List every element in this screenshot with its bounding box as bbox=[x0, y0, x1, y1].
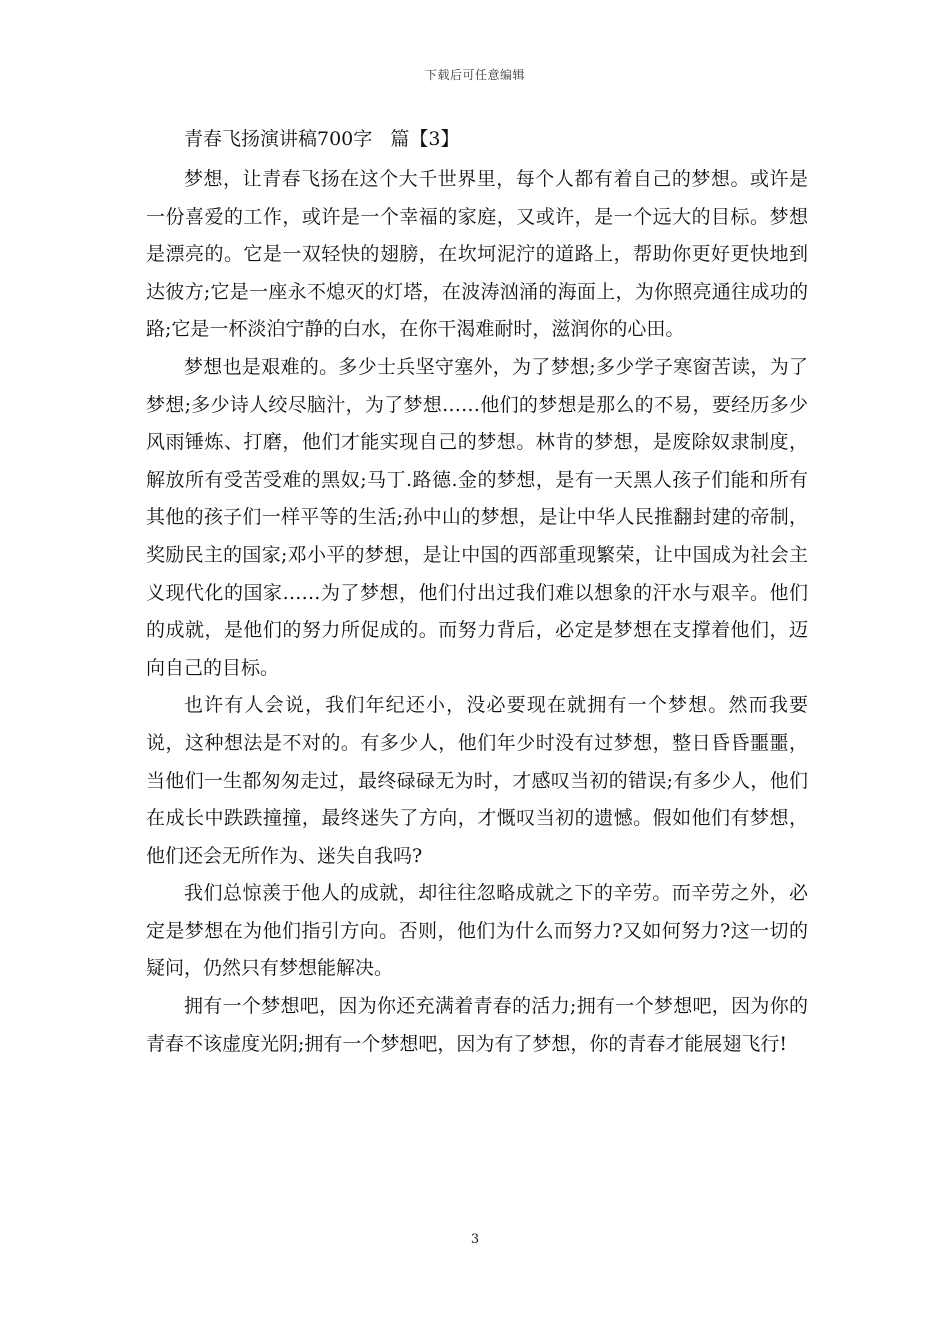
page-number: 3 bbox=[470, 1232, 480, 1247]
paragraph-1: 梦想，让青春飞扬在这个大千世界里，每个人都有着自己的梦想。或许是一份喜爱的工作，或许是一个幸福的家庭，又或许，是一个远大的目标。梦想是漂亮的。它是一双轻快的翅膀，在坎坷泥泞的道路上，帮助你更好更快地到达彼方;它是一座永不熄灭的灯塔，在波涛汹涌的海面上，为你照亮通往成功的路;它是一杯淡泊宁静的白水，在你干渴难耐时，滋润你的心田。 bbox=[146, 168, 808, 341]
document-title: 青春飞扬演讲稿700字 篇【3】 bbox=[184, 128, 460, 150]
paragraph-2: 梦想也是艰难的。多少士兵坚守塞外，为了梦想;多少学子寒窗苦读，为了梦想;多少诗人绞尽脑汁，为了梦想……他们的梦想是那么的不易，要经历多少风雨锤炼、打磨，他们才能实现自己的梦想。林肯的梦想，是废除奴隶制度，解放所有受苦受难的黑奴;马丁.路德.金的梦想，是有一天黑人孩子们能和所有其他的孩子们一样平等的生活;孙中山的梦想，是让中华人民推翻封建的帝制，奖励民主的国家;邓小平的梦想，是让中国的西部重现繁荣，让中国成为社会主义现代化的国家……为了梦想，他们付出过我们难以想象的汗水与艰辛。他们的成就，是他们的努力所促成的。而努力背后，必定是梦想在支撑着他们，迈向自己的目标。 bbox=[146, 355, 808, 679]
paragraph-4: 我们总惊羡于他人的成就，却往往忽略成就之下的辛劳。而辛劳之外，必定是梦想在为他们指引方向。否则，他们为什么而努力?又如何努力?这一切的疑问，仍然只有梦想能解决。 bbox=[146, 882, 808, 980]
header-note: 下载后可任意编辑 bbox=[424, 68, 525, 82]
paragraph-3: 也许有人会说，我们年纪还小，没必要现在就拥有一个梦想。然而我要说，这种想法是不对的。有多少人，他们年少时没有过梦想，整日昏昏噩噩，当他们一生都匆匆走过，最终碌碌无为时，才感叹当初的错误;有多少人，他们在成长中跌跌撞撞，最终迷失了方向，才慨叹当初的遗憾。假如他们有梦想，他们还会无所作为、迷失自我吗? bbox=[146, 694, 808, 867]
document-body bbox=[146, 124, 808, 1063]
paragraph-5: 拥有一个梦想吧，因为你还充满着青春的活力;拥有一个梦想吧，因为你的青春不该虚度光阴;拥有一个梦想吧，因为有了梦想，你的青春才能展翅飞行! bbox=[146, 995, 808, 1055]
